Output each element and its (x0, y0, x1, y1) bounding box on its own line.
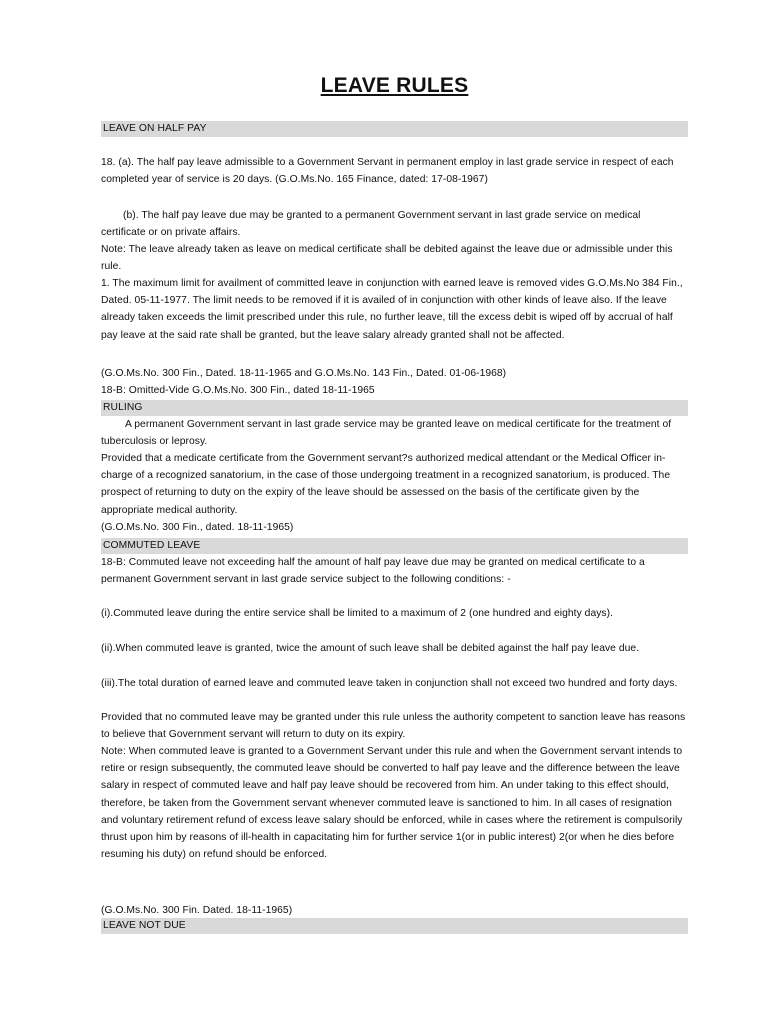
section-heading-ruling: RULING (101, 400, 688, 416)
section-heading-commuted-leave: COMMUTED LEAVE (101, 538, 688, 554)
commuted-reference: (G.O.Ms.No. 300 Fin. Dated. 18-11-1965) (101, 905, 293, 916)
ruling-paragraph-1: A permanent Government servant in last grade service may be granted leave on medical certificate for the treatment of tuberculosis or leprosy. (101, 419, 672, 448)
commuted-condition-ii: (ii).When commuted leave is granted, twice the amount of such leave shall be debited against the half pay leave due. (101, 643, 640, 654)
half-pay-paragraph-18a: 18. (a). The half pay leave admissible to a Government Servant in permanent employ in last grade service in respect of each completed year of service is 20 days. (G.O.Ms.No. 165 Finance, dated: 17-08-1967) (101, 157, 674, 186)
section-heading-leave-not-due: LEAVE NOT DUE (101, 918, 688, 934)
ruling-reference: (G.O.Ms.No. 300 Fin., dated. 18-11-1965) (101, 522, 294, 533)
half-pay-point-1: 1. The maximum limit for availment of committed leave in conjunction with earned leave is removed vides G.O.Ms.No 384 Fin., Dated. 05-11-1977. The limit needs to be removed if it is availed of in conjunction with other kinds of leave also. If the leave already taken exceeds the limit prescribed under this rule, no further leave, till the excess debit is wiped off by accrual of half pay leave at the said rate shall be granted, but the leave salary already granted shall not be affected. (101, 278, 683, 341)
half-pay-18b-omitted: 18-B: Omitted-Vide G.O.Ms.No. 300 Fin., dated 18-11-1965 (101, 385, 375, 396)
commuted-proviso: Provided that no commuted leave may be granted under this rule unless the authority competent to sanction leave has reasons to believe that Government servant will return to duty on its expiry. (101, 712, 686, 741)
ruling-proviso: Provided that a medicate certificate from the Government servant?s authorized medical attendant or the Medical Officer in-charge of a recognized sanatorium, in the case of those undergoing treatment in a recognized sanatorium, is produced. The prospect of returning to duty on the expiry of the leave should be assessed on the basis of the certificate given by the appropriate medical authority. (101, 453, 671, 516)
half-pay-reference: (G.O.Ms.No. 300 Fin., Dated. 18-11-1965 and G.O.Ms.No. 143 Fin., Dated. 01-06-1968) (101, 368, 507, 379)
commuted-condition-i: (i).Commuted leave during the entire service shall be limited to a maximum of 2 (one hundred and eighty days). (101, 608, 614, 619)
commuted-note: Note: When commuted leave is granted to a Government Servant under this rule and when the Government servant intends to retire or resign subsequently, the commuted leave should be converted to half pay leave and the difference between the leave salary in respect of commuted leave and half pay leave should be recovered from him. An under taking to this effect should, therefore, be taken from the Government servant whenever commuted leave is sanctioned to him. In all cases of resignation and voluntary retirement refund of excess leave salary should be enforced, while in cases where the retirement is compulsorily thrust upon him by reasons of ill-health in capacitating him for further service 1(or in public interest) 2(or when he dies before resuming his duty) on refund should be enforced. (101, 746, 683, 861)
page-title: LEAVE RULES (320, 74, 469, 97)
half-pay-note: Note: The leave already taken as leave on medical certificate shall be debited against the leave due or admissible under this rule. (101, 244, 673, 273)
section-heading-half-pay: LEAVE ON HALF PAY (101, 121, 688, 137)
half-pay-paragraph-18b: (b). The half pay leave due may be granted to a permanent Government servant in last grade service on medical certificate or on private affairs. (101, 210, 641, 239)
commuted-condition-iii: (iii).The total duration of earned leave and commuted leave taken in conjunction shall not exceed two hundred and forty days. (101, 678, 678, 689)
commuted-paragraph-18b: 18-B: Commuted leave not exceeding half the amount of half pay leave due may be granted on medical certificate to a permanent Government servant in last grade service subject to the following conditions: - (101, 557, 645, 586)
